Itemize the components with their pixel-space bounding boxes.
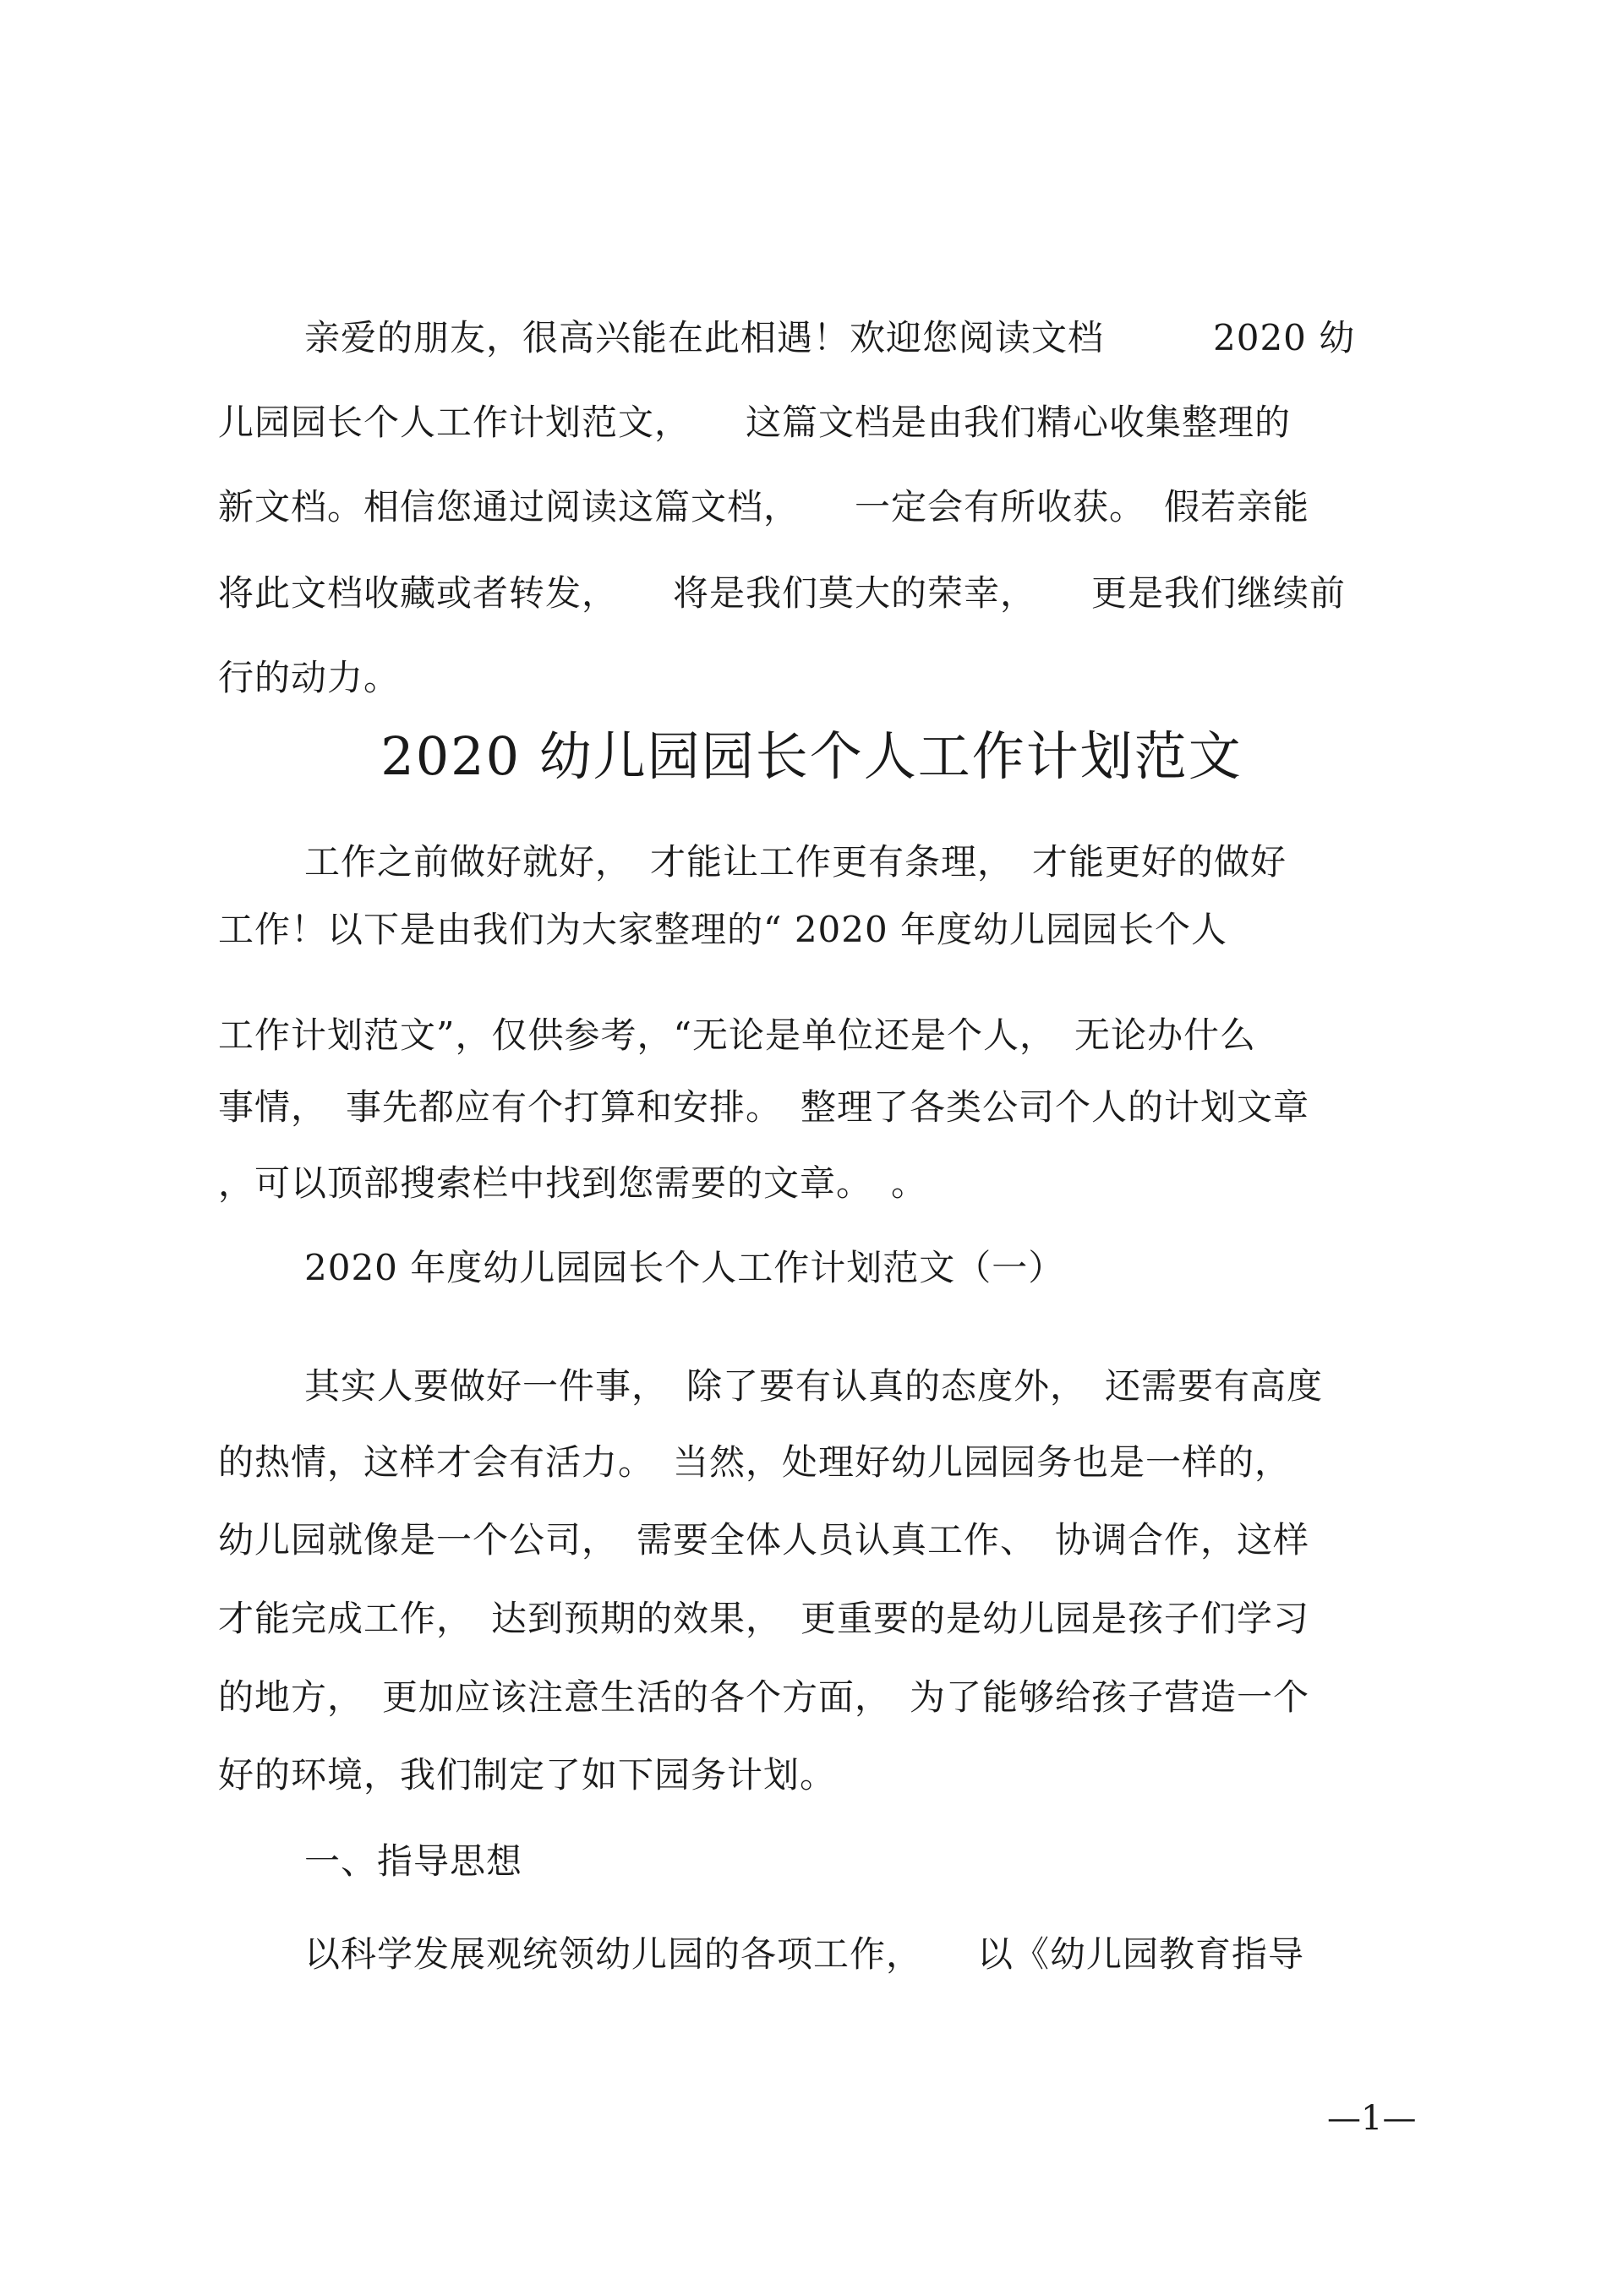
section-subtitle: 2020 年度幼儿园园长个人工作计划范文（一） [304, 1247, 1065, 1288]
para1-line-4: 事情， 事先都应有个打算和安排。 整理了各类公司个人的计划文章 [218, 1086, 1310, 1128]
document-title: 2020 幼儿园园长个人工作计划范文 [380, 725, 1243, 787]
section1-heading: 一、指导思想 [304, 1840, 523, 1882]
section1-text: 以科学发展观统领幼儿园的各项工作， 以《幼儿园教育指导 [304, 1933, 1305, 1975]
intro-line-3: 新文档。相信您通过阅读这篇文档， 一定会有所收获。 假若亲能 [218, 486, 1310, 528]
intro-line-4: 将此文档收藏或者转发， 将是我们莫大的荣幸， 更是我们继续前 [218, 572, 1347, 614]
para2-line-3: 幼儿园就像是一个公司， 需要全体人员认真工作、 协调合作，这样 [218, 1519, 1310, 1561]
para2-line-2: 的热情，这样才会有活力。 当然，处理好幼儿园园务也是一样的， [218, 1441, 1292, 1483]
page-number: —1— [1327, 2099, 1417, 2138]
para2-line-6: 好的环境，我们制定了如下园务计划。 [218, 1754, 837, 1796]
para1-line-2: 工作！以下是由我们为大家整理的“ 2020 年度幼儿园园长个人 [218, 909, 1228, 950]
intro-line-5: 行的动力。 [218, 657, 401, 698]
para2-line-4: 才能完成工作， 达到预期的效果， 更重要的是幼儿园是孩子们学习 [218, 1598, 1310, 1639]
para1-line-3: 工作计划范文”，仅供参考，“无论是单位还是个人， 无论办什么 [218, 1014, 1256, 1056]
para2-line-1: 其实人要做好一件事， 除了要有认真的态度外， 还需要有高度 [304, 1365, 1324, 1407]
intro-line-1: 亲爱的朋友，很高兴能在此相遇！欢迎您阅读文档 2020 幼 [304, 317, 1356, 358]
para1-line-1: 工作之前做好就好， 才能让工作更有条理， 才能更好的做好 [304, 841, 1287, 883]
para2-line-5: 的地方， 更加应该注意生活的各个方面， 为了能够给孩子营造一个 [218, 1676, 1310, 1718]
para1-line-5: ，可以顶部搜索栏中找到您需要的文章。 。 [218, 1162, 928, 1204]
intro-line-2: 儿园园长个人工作计划范文， 这篇文档是由我们精心收集整理的 [218, 402, 1292, 443]
